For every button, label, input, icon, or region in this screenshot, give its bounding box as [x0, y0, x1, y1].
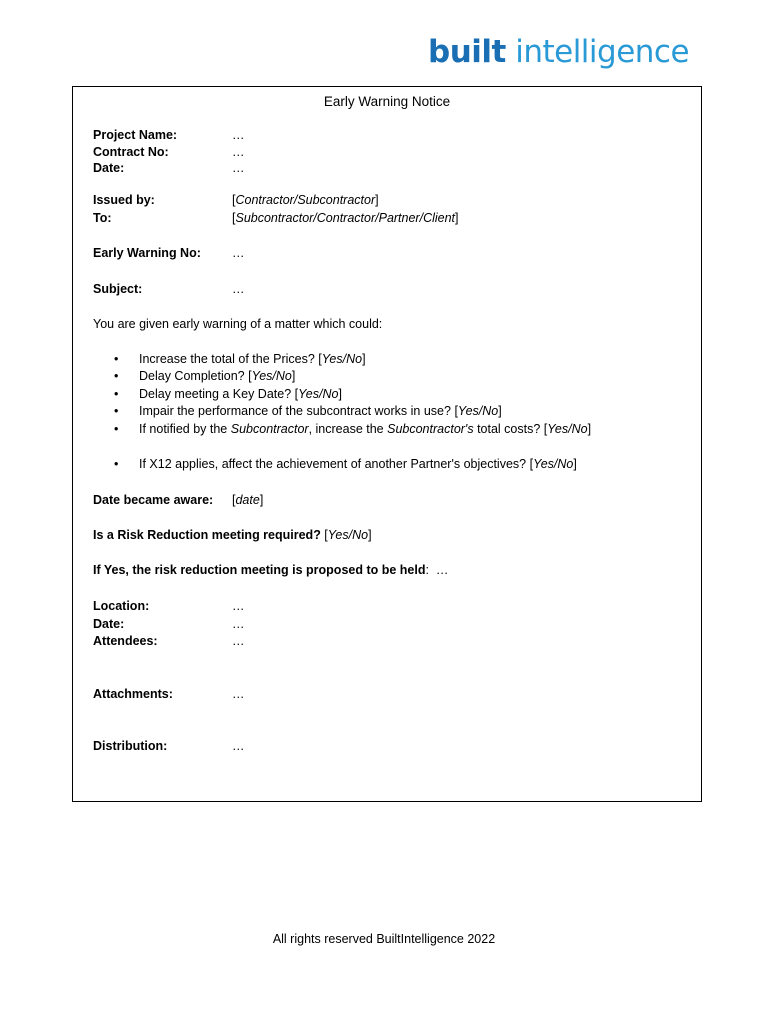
field-risk-meeting: Is a Risk Reduction meeting required? [Yes/No]	[93, 528, 372, 542]
field-date-became-aware	[93, 493, 213, 507]
bullet-answer: Yes/No	[547, 422, 588, 436]
logo-word-built: built	[428, 34, 506, 70]
field-distribution-value: …	[232, 739, 245, 753]
bullet-icon: •	[114, 369, 119, 383]
field-date-value: …	[232, 161, 245, 175]
field-meeting-date-value: …	[232, 617, 245, 631]
issued-by-text: Contractor/Subcontractor	[235, 193, 376, 207]
risk-meeting-answer: Yes/No	[327, 528, 369, 542]
field-meeting-date	[93, 617, 124, 631]
field-early-warning-no-value: …	[232, 246, 245, 260]
field-contract-no-value: …	[232, 145, 245, 159]
field-location	[93, 599, 149, 613]
field-label: Date:	[93, 617, 125, 631]
bullet-text: If X12 applies, affect the achievement of another Partner's objectives?	[139, 457, 527, 471]
field-date-became-aware-value: [date]	[232, 493, 264, 507]
intro-text: You are given early warning of a matter which could:	[93, 317, 383, 331]
field-location-value: …	[232, 599, 245, 613]
bullet-icon: •	[114, 404, 119, 418]
field-attendees	[93, 634, 158, 648]
bullet-icon: •	[114, 387, 119, 401]
field-label: Date became aware:	[93, 493, 214, 507]
field-attachments-value: …	[232, 687, 245, 701]
field-label: To:	[93, 211, 112, 225]
to-text: Subcontractor/Contractor/Partner/Client	[235, 211, 456, 225]
field-to-value: [Subcontractor/Contractor/Partner/Client]	[232, 211, 459, 225]
field-label: Attendees:	[93, 634, 158, 648]
field-label: Project Name:	[93, 128, 178, 142]
bullet-icon: •	[114, 457, 119, 471]
field-subject	[93, 282, 142, 296]
bullet-icon: •	[114, 352, 119, 366]
field-label: Contract No:	[93, 145, 169, 159]
footer-copyright: All rights reserved BuiltIntelligence 2022	[272, 932, 496, 946]
field-distribution	[93, 739, 167, 753]
bullet-text: , increase the	[308, 422, 384, 436]
field-date	[93, 161, 124, 175]
bullet-emphasis: Subcontractor	[230, 422, 309, 436]
field-contract-no	[93, 145, 169, 159]
field-issued-by-value: [Contractor/Subcontractor]	[232, 193, 379, 207]
bullet-text: total costs?	[477, 422, 541, 436]
date-aware-text: date	[235, 493, 260, 507]
bullet-answer: Yes/No	[298, 387, 339, 401]
field-project-name	[93, 128, 177, 142]
field-label: Is a Risk Reduction meeting required?	[93, 528, 321, 542]
bullet-text: Delay Completion?	[139, 369, 245, 383]
bullet-emphasis: Subcontractor's	[387, 422, 474, 436]
field-attendees-value: …	[232, 634, 245, 648]
field-label: Early Warning No:	[93, 246, 201, 260]
field-subject-value: …	[232, 282, 245, 296]
bullet-text: Impair the performance of the subcontract works in use?	[139, 404, 451, 418]
proposed-value: …	[435, 563, 449, 577]
bullet-text: Delay meeting a Key Date?	[139, 387, 292, 401]
field-label: Attachments:	[93, 687, 173, 701]
bullet-answer: Yes/No	[321, 352, 363, 366]
field-label: Subject:	[93, 282, 143, 296]
brand-logo	[428, 34, 689, 70]
bullet-icon: •	[114, 422, 119, 436]
field-label: Date:	[93, 161, 125, 175]
bullet-answer: Yes/No	[533, 457, 574, 471]
field-label: Issued by:	[93, 193, 155, 207]
bullet-text: If notified by the	[139, 422, 228, 436]
field-proposed-meeting: If Yes, the risk reduction meeting is proposed to be held: …	[93, 563, 449, 577]
field-label: If Yes, the risk reduction meeting is proposed to be held	[93, 563, 426, 577]
logo-word-intelligence: intelligence	[515, 34, 690, 70]
bullet-answer: Yes/No	[251, 369, 292, 383]
field-issued-by	[93, 193, 155, 207]
page-title: Early Warning Notice	[323, 94, 451, 109]
bullet-text: Increase the total of the Prices?	[139, 352, 315, 366]
field-label: Distribution:	[93, 739, 168, 753]
field-to	[93, 211, 112, 225]
field-project-name-value: …	[232, 128, 245, 142]
field-label: Location:	[93, 599, 150, 613]
bullet-answer: Yes/No	[457, 404, 499, 418]
field-early-warning-no	[93, 246, 201, 260]
field-attachments	[93, 687, 173, 701]
